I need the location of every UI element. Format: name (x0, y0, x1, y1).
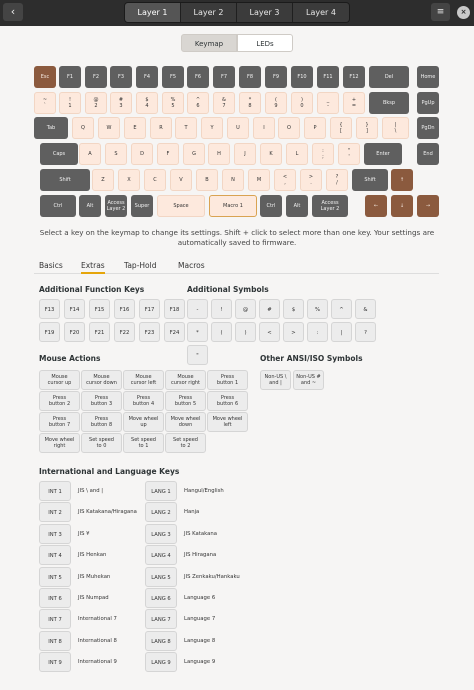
tab-extras[interactable]: Extras (81, 261, 105, 274)
keyboard-key[interactable]: ( 9 (265, 92, 287, 114)
keyboard-key[interactable]: R (150, 117, 172, 139)
mouse-action-key[interactable]: Press button 7 (39, 412, 80, 432)
function-key[interactable]: F17 (139, 299, 160, 319)
keyboard-key[interactable]: E (124, 117, 146, 139)
iso-symbol-key[interactable]: Non-US # and ~ (293, 370, 324, 390)
intl-key-label: International 9 (78, 659, 117, 666)
tab-layer-4[interactable]: Layer 4 (293, 3, 349, 22)
function-key[interactable]: F18 (164, 299, 185, 319)
keyboard-key[interactable]: # 3 (110, 92, 132, 114)
intl-key[interactable]: INT 6 (39, 588, 71, 608)
keyboard-key[interactable]: F1 (59, 66, 81, 88)
keyboard-key[interactable]: K (260, 143, 282, 165)
keyboard-key[interactable]: F4 (136, 66, 158, 88)
intl-key[interactable]: INT 3 (39, 524, 71, 544)
function-key[interactable]: F13 (39, 299, 60, 319)
keyboard-key[interactable]: H (208, 143, 230, 165)
hamburger-icon: ≡ (436, 7, 445, 17)
function-key[interactable]: F15 (89, 299, 110, 319)
mouse-action-key[interactable]: Mouse cursor left (123, 370, 164, 390)
keyboard-key[interactable]: % 5 (162, 92, 184, 114)
keyboard-key[interactable]: < , (274, 169, 296, 191)
keyboard-key[interactable]: ^ 6 (187, 92, 209, 114)
keyboard-key[interactable]: V (170, 169, 192, 191)
function-key[interactable]: F14 (64, 299, 85, 319)
tab-tap-hold[interactable]: Tap-Hold (124, 261, 157, 270)
keyboard-key[interactable]: Ctrl (260, 195, 282, 217)
keyboard-key[interactable]: PgUp (417, 92, 439, 114)
keyboard-key[interactable]: J (234, 143, 256, 165)
keyboard-key[interactable]: + = (343, 92, 365, 114)
keyboard-key[interactable]: Shift (352, 169, 388, 191)
keyboard-key[interactable]: Bksp (369, 92, 409, 114)
keyboard-key[interactable]: M (248, 169, 270, 191)
mouse-action-key[interactable]: Press button 5 (165, 391, 206, 411)
keyboard-key[interactable]: ↓ (391, 195, 413, 217)
keyboard-key[interactable]: Alt (286, 195, 308, 217)
keyboard-key[interactable]: P (304, 117, 326, 139)
mouse-action-key[interactable]: Move wheel right (39, 433, 80, 453)
keyboard-key[interactable]: " ' (338, 143, 360, 165)
symbol-key[interactable]: ) (235, 322, 256, 342)
keyboard-key[interactable]: S (105, 143, 127, 165)
intl-key-label: Language 7 (184, 616, 216, 623)
keyboard-key[interactable]: Shift (40, 169, 90, 191)
keyboard-key[interactable]: Q (72, 117, 94, 139)
symbol-key[interactable]: $ (283, 299, 304, 319)
keyboard-key[interactable]: ? / (326, 169, 348, 191)
tab-layer-1[interactable]: Layer 1 (125, 3, 181, 22)
keyboard-key[interactable]: T (175, 117, 197, 139)
keyboard-key[interactable]: Home (417, 66, 439, 88)
intl-key-label: JIS Zenkaku/Hankaku (184, 573, 240, 580)
intl-key[interactable]: LANG 1 (145, 481, 177, 501)
keyboard-key[interactable]: Del (369, 66, 409, 88)
function-key[interactable]: F22 (114, 322, 135, 342)
mouse-action-key[interactable]: Set speed to 0 (81, 433, 122, 453)
keyboard-key[interactable]: ! 1 (59, 92, 81, 114)
intl-key[interactable]: LANG 6 (145, 588, 177, 608)
keyboard-key[interactable]: Enter (364, 143, 402, 165)
symbols-title: Additional Symbols (187, 285, 269, 294)
keyboard-key[interactable]: | \ (382, 117, 409, 139)
function-key[interactable]: F23 (139, 322, 160, 342)
keyboard-key[interactable]: I (253, 117, 275, 139)
mouse-actions-title: Mouse Actions (39, 354, 101, 363)
symbol-key[interactable]: & (355, 299, 376, 319)
function-key[interactable]: F24 (164, 322, 185, 342)
keyboard-key[interactable]: Access Layer 2 (312, 195, 348, 217)
intl-key-label: JIS Henkan (78, 552, 107, 559)
symbol-key[interactable]: ( (211, 322, 232, 342)
intl-key-label: JIS Muhekan (78, 573, 111, 580)
keyboard-key[interactable]: F11 (317, 66, 339, 88)
tab-macros[interactable]: Macros (178, 261, 205, 270)
keyboard-key[interactable]: } ] (356, 117, 378, 139)
symbol-key[interactable]: < (259, 322, 280, 342)
intl-key-label: Hanja (184, 509, 200, 516)
symbol-key[interactable]: % (307, 299, 328, 319)
function-key[interactable]: F16 (114, 299, 135, 319)
intl-key-label: JIS \ and | (78, 488, 104, 494)
keyboard-key[interactable]: F9 (265, 66, 287, 88)
mouse-action-key[interactable]: Press button 1 (207, 370, 248, 390)
mouse-action-key[interactable]: Move wheel left (207, 412, 248, 432)
keyboard-key[interactable]: _ - (317, 92, 339, 114)
keyboard-key[interactable]: Macro 1 (209, 195, 257, 217)
mouse-action-key[interactable]: Mouse cursor down (81, 370, 122, 390)
tab-keymap[interactable]: Keymap (181, 34, 237, 52)
keyboard-key[interactable]: Access Layer 2 (105, 195, 127, 217)
intl-key-label: Language 6 (184, 595, 216, 601)
keyboard-layout (0, 0, 474, 230)
tab-layer-3[interactable]: Layer 3 (237, 3, 293, 22)
settings-tabs (34, 258, 439, 274)
mouse-action-key[interactable]: Press button 8 (81, 412, 122, 432)
keyboard-key[interactable]: F12 (343, 66, 365, 88)
intl-key[interactable]: LANG 2 (145, 502, 177, 522)
tab-leds[interactable]: LEDs (237, 34, 293, 52)
symbol-key[interactable]: - (187, 299, 208, 319)
keyboard-key[interactable]: PgDn (417, 117, 439, 139)
keyboard-key[interactable]: Tab (34, 117, 68, 139)
mouse-action-key[interactable]: Set speed to 1 (123, 433, 164, 453)
function-key[interactable]: F20 (64, 322, 85, 342)
chevron-left-icon: ‹ (10, 5, 16, 18)
keymap-hint: Select a key on the keymap to change its settings. Shift + click to select more than one key. Your settings are automatically saved to firmware. (39, 228, 435, 247)
keyboard-key[interactable]: C (144, 169, 166, 191)
mouse-action-key[interactable]: Mouse cursor up (39, 370, 80, 390)
intl-key-label: JIS Katakana/Hiragana (78, 509, 137, 516)
keyboard-key[interactable]: F7 (213, 66, 235, 88)
tab-layer-2[interactable]: Layer 2 (181, 3, 237, 22)
mouse-action-key[interactable]: Move wheel down (165, 412, 206, 432)
mouse-action-key[interactable]: Set speed to 2 (165, 433, 206, 453)
intl-key[interactable]: INT 2 (39, 502, 71, 522)
keyboard-key[interactable]: Ctrl (40, 195, 76, 217)
intl-key[interactable]: LANG 7 (145, 609, 177, 629)
keyboard-key[interactable]: F3 (110, 66, 132, 88)
keyboard-key[interactable]: Alt (79, 195, 101, 217)
keyboard-key[interactable]: ~ ` (34, 92, 56, 114)
keyboard-key[interactable]: Super (131, 195, 153, 217)
function-key[interactable]: F21 (89, 322, 110, 342)
symbol-key[interactable]: ? (355, 322, 376, 342)
symbol-key[interactable]: | (331, 322, 352, 342)
function-keys-title: Additional Function Keys (39, 285, 145, 294)
keyboard-key[interactable]: X (118, 169, 140, 191)
keyboard-key[interactable]: Z (92, 169, 114, 191)
keyboard-key[interactable]: F (157, 143, 179, 165)
keyboard-key[interactable]: @ 2 (85, 92, 107, 114)
keyboard-key[interactable]: F6 (187, 66, 209, 88)
intl-key-label: Language 8 (184, 637, 216, 644)
keyboard-key[interactable]: F8 (239, 66, 261, 88)
intl-key[interactable]: INT 1 (39, 481, 71, 501)
intl-key[interactable]: LANG 5 (145, 567, 177, 587)
intl-key-label: Hangul/English (184, 488, 224, 494)
iso-symbol-key[interactable]: Non-US \ and | (260, 370, 291, 390)
intl-key[interactable]: INT 8 (39, 631, 71, 651)
intl-key[interactable]: LANG 3 (145, 524, 177, 544)
symbol-key[interactable]: * (187, 322, 208, 342)
intl-key-label: Language 9 (184, 659, 216, 666)
intl-key-label: JIS ¥ (78, 530, 90, 537)
keyboard-key[interactable]: L (286, 143, 308, 165)
keyboard-key[interactable]: B (196, 169, 218, 191)
intl-key[interactable]: LANG 8 (145, 631, 177, 651)
keyboard-key[interactable]: { [ (330, 117, 352, 139)
keyboard-key[interactable]: F2 (85, 66, 107, 88)
intl-key-label: International 8 (78, 637, 117, 644)
mouse-action-key[interactable]: Press button 4 (123, 391, 164, 411)
symbol-key[interactable]: ! (211, 299, 232, 319)
intl-key[interactable]: LANG 4 (145, 545, 177, 565)
keyboard-key[interactable]: Caps (40, 143, 78, 165)
keyboard-key[interactable]: Esc (34, 66, 56, 88)
mouse-action-key[interactable]: Mouse cursor right (165, 370, 206, 390)
symbol-key[interactable]: ^ (331, 299, 352, 319)
mouse-action-key[interactable]: Press button 3 (81, 391, 122, 411)
keyboard-key[interactable]: ) 0 (291, 92, 313, 114)
tab-basics[interactable]: Basics (39, 261, 63, 270)
keyboard-key[interactable]: * 8 (239, 92, 261, 114)
keyboard-key[interactable]: G (183, 143, 205, 165)
intl-key-label: JIS Numpad (78, 595, 109, 601)
keyboard-key[interactable]: $ 4 (136, 92, 158, 114)
keyboard-key[interactable]: ← (365, 195, 387, 217)
intl-key-label: JIS Hiragana (184, 552, 217, 559)
keyboard-key[interactable]: Y (201, 117, 223, 139)
keyboard-key[interactable]: : ; (312, 143, 334, 165)
keyboard-key[interactable]: ↑ (391, 169, 413, 191)
keyboard-key[interactable]: D (131, 143, 153, 165)
mouse-action-key[interactable]: Move wheel up (123, 412, 164, 432)
keyboard-key[interactable]: U (227, 117, 249, 139)
close-icon: × (460, 8, 467, 16)
symbol-key[interactable]: : (307, 322, 328, 342)
mouse-action-key[interactable]: Press button 2 (39, 391, 80, 411)
intl-key-label: International 7 (78, 616, 117, 623)
keyboard-key[interactable]: O (278, 117, 300, 139)
mouse-action-key[interactable]: Press button 6 (207, 391, 248, 411)
iso-symbols-title: Other ANSI/ISO Symbols (260, 354, 363, 363)
symbol-key[interactable]: # (259, 299, 280, 319)
keyboard-key[interactable]: W (98, 117, 120, 139)
keyboard-key[interactable]: F10 (291, 66, 313, 88)
keyboard-key[interactable]: End (417, 143, 439, 165)
keyboard-key[interactable]: > . (300, 169, 322, 191)
symbol-key[interactable]: " (187, 345, 208, 365)
function-key[interactable]: F19 (39, 322, 60, 342)
keyboard-key[interactable]: Space (157, 195, 205, 217)
keyboard-key[interactable]: N (222, 169, 244, 191)
intl-key[interactable]: LANG 9 (145, 652, 177, 672)
intl-key-label: JIS Katakana (184, 530, 217, 537)
intl-key[interactable]: INT 7 (39, 609, 71, 629)
symbol-key[interactable]: @ (235, 299, 256, 319)
keyboard-key[interactable]: & 7 (213, 92, 235, 114)
keyboard-key[interactable]: F5 (162, 66, 184, 88)
intl-key[interactable]: INT 4 (39, 545, 71, 565)
symbol-key[interactable]: > (283, 322, 304, 342)
keyboard-key[interactable]: → (417, 195, 439, 217)
keyboard-key[interactable]: A (79, 143, 101, 165)
intl-keys-title: International and Language Keys (39, 467, 180, 476)
intl-key[interactable]: INT 5 (39, 567, 71, 587)
intl-key[interactable]: INT 9 (39, 652, 71, 672)
